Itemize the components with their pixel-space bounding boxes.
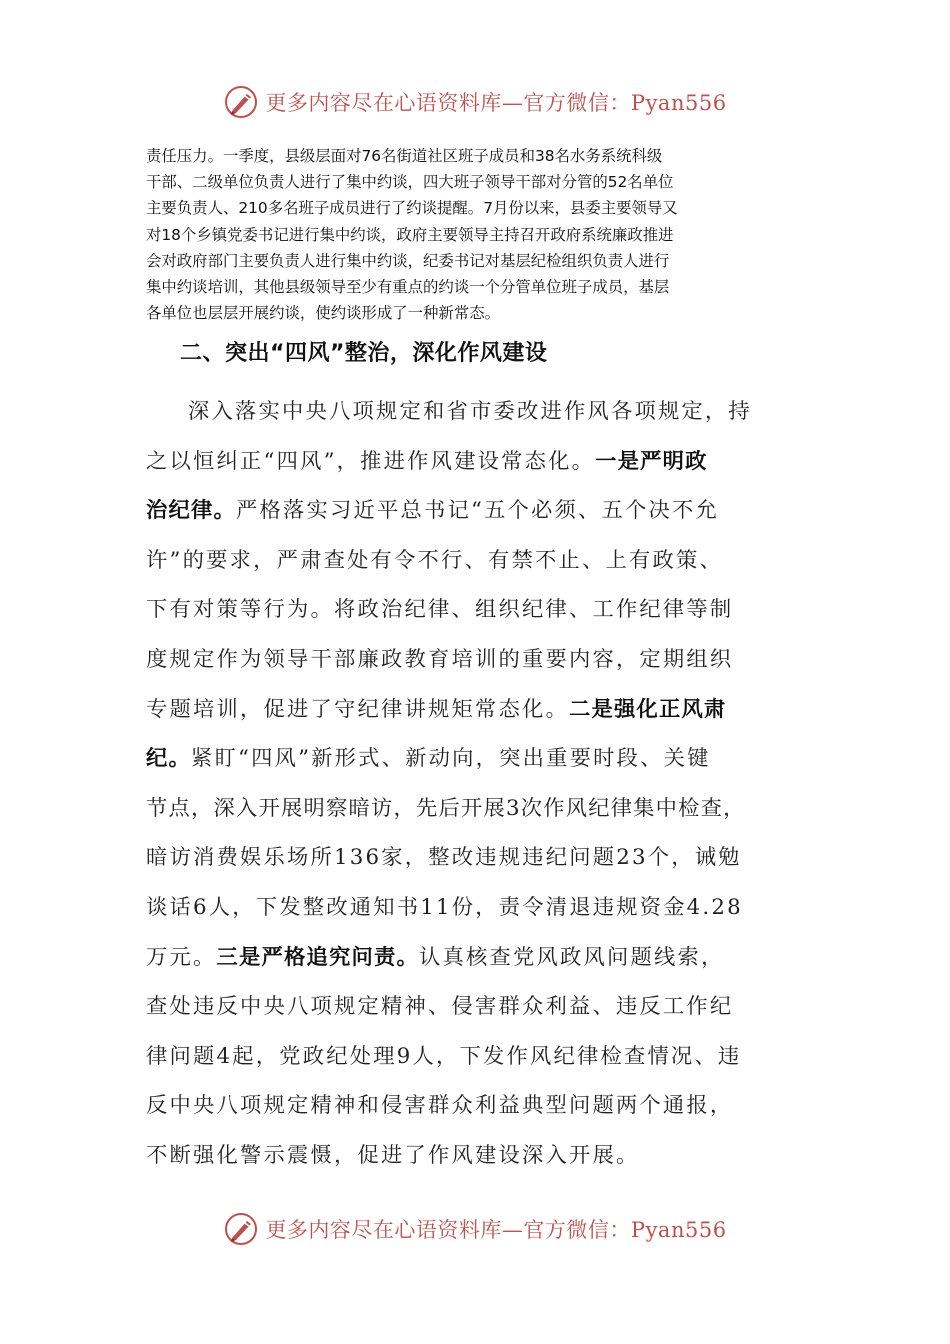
body-line: 万元。三是严格追究问责。认真核查党风政风问题线索， xyxy=(146,944,725,970)
watermark-text: 更多内容尽在心语资料库—官方微信：Pyan556 xyxy=(265,1218,727,1242)
watermark-text: 更多内容尽在心语资料库—官方微信：Pyan556 xyxy=(265,91,727,115)
body-line: 下有对策等行为。将政治纪律、组织纪律、工作纪律等制 xyxy=(146,597,734,623)
bold-point-one-end: 治纪律。 xyxy=(146,498,236,524)
paragraph-line: 干部、二级单位负责人进行了集中约谈，四大班子领导干部对分管的52名单位 xyxy=(146,173,674,192)
body-line: 节点，深入开展明察暗访，先后开展3次作风纪律集中检查， xyxy=(146,795,746,821)
header-watermark xyxy=(0,80,950,124)
body-line: 谈话6人，下发整改通知书11份，责令清退违规资金4.28 xyxy=(146,894,743,920)
body-line: 律问题4起，党政纪处理9人，下发作风纪律检查情况、违 xyxy=(146,1043,742,1069)
paragraph-line: 主要负责人、210多名班子成员进行了约谈提醒。7月份以来，县委主要领导又 xyxy=(146,199,678,218)
section-heading: 二、突出“四风”整治，深化作风建设 xyxy=(180,341,548,366)
paragraph-line: 集中约谈培训，其他县级领导至少有重点的约谈一个分管单位班子成员，基层 xyxy=(146,277,670,296)
paragraph-line: 对18个乡镇党委书记进行集中约谈，政府主要领导主持召开政府系统廉政推进 xyxy=(146,225,674,244)
body-line: 之以恒纠正“四风”，推进作风建设常态化。一是严明政 xyxy=(146,448,708,474)
body-line: 反中央八项规定精神和侵害群众利益典型问题两个通报， xyxy=(146,1093,734,1119)
bold-point-three: 三是严格追究问责。 xyxy=(216,944,419,970)
body-line: 不断强化警示震慑，促进了作风建设深入开展。 xyxy=(146,1142,640,1168)
body-line: 治纪律。严格落实习近平总书记“五个必须、五个决不允 xyxy=(146,498,720,524)
bold-point-two: 二是强化正风肃 xyxy=(568,696,727,722)
body-line: 纪。紧盯“四风”新形式、新动向，突出重要时段、关键 xyxy=(146,746,711,772)
pen-logo-icon xyxy=(223,1211,259,1247)
continued-paragraph xyxy=(146,143,808,326)
body-line: 查处违反中央八项规定精神、侵害群众利益、违反工作纪 xyxy=(146,994,734,1020)
body-line: 许”的要求，严肃查处有令不行、有禁不止、上有政策、 xyxy=(146,547,724,573)
body-line: 度规定作为领导干部廉政教育培训的重要内容，定期组织 xyxy=(146,646,734,672)
body-line: 深入落实中央八项规定和省市委改进作风各项规定，持 xyxy=(188,399,752,424)
paragraph-line: 会对政府部门主要负责人进行集中约谈，纪委书记对基层纪检组织负责人进行 xyxy=(146,251,670,270)
body-line: 专题培训，促进了守纪律讲规矩常态化。二是强化正风肃 xyxy=(146,696,727,722)
footer-watermark xyxy=(0,1207,950,1251)
paragraph-line: 各单位也层层开展约谈，使约谈形成了一种新常态。 xyxy=(146,304,500,323)
bold-point-one: 一是严明政 xyxy=(595,448,708,474)
pen-logo-icon xyxy=(223,84,259,120)
bold-point-two-end: 纪。 xyxy=(146,746,191,772)
body-paragraph xyxy=(146,387,826,1181)
body-line: 暗访消费娱乐场所136家，整改违规违纪问题23个，诫勉 xyxy=(146,845,742,871)
paragraph-line: 责任压力。一季度，县级层面对76名街道社区班子成员和38名水务系统科级 xyxy=(146,147,663,165)
